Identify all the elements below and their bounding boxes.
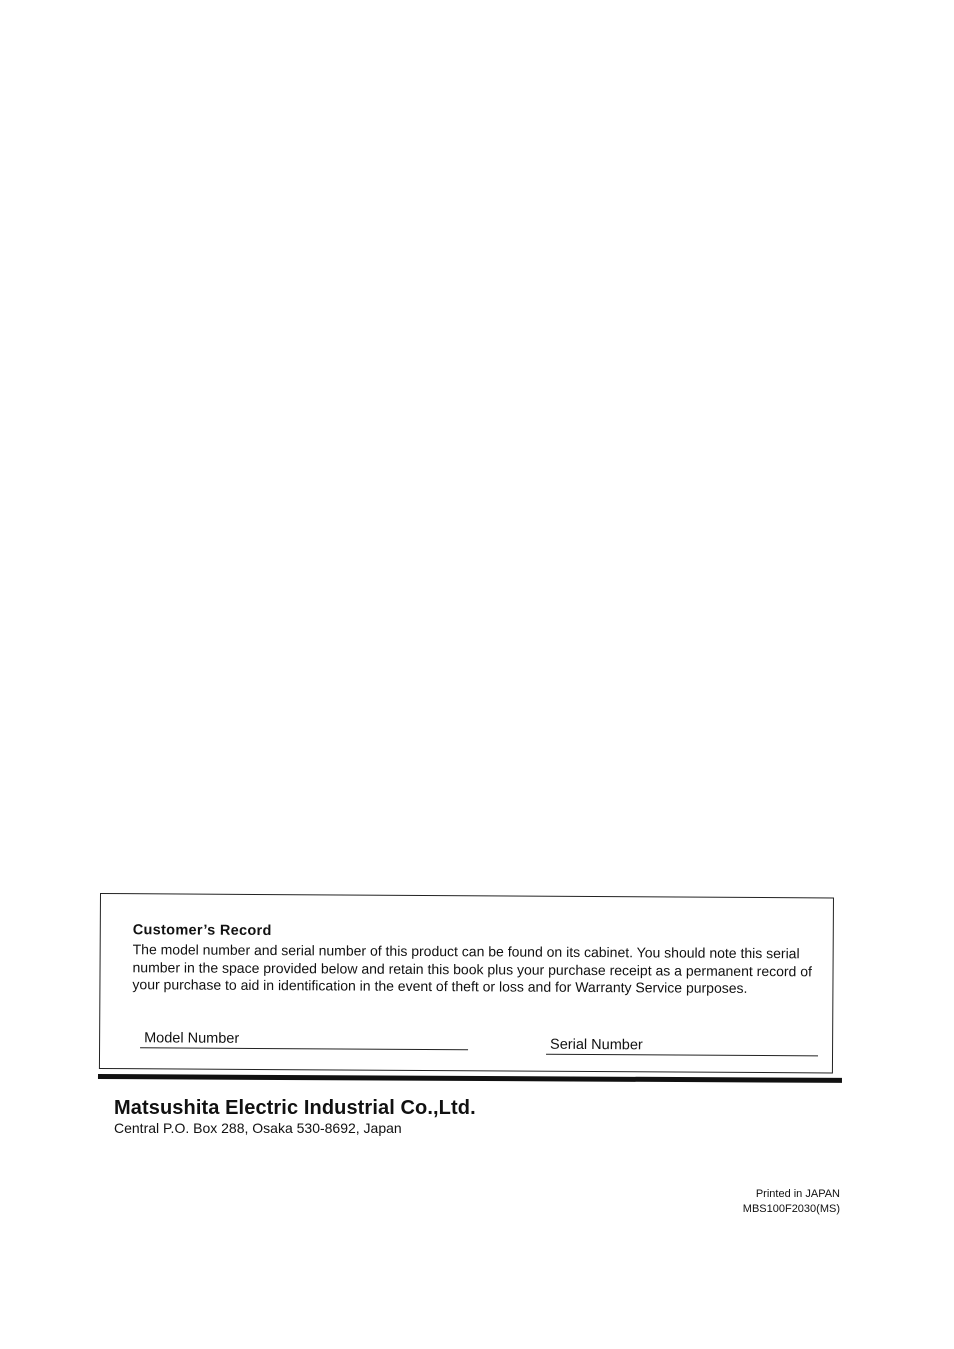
print-info xyxy=(743,1187,840,1217)
footer-divider xyxy=(98,1074,842,1083)
company-address: Central P.O. Box 288, Osaka 530-8692, Japan xyxy=(114,1120,402,1136)
model-number-label: Model Number xyxy=(144,1030,240,1047)
customers-record-box xyxy=(99,893,834,1073)
customers-record-body: The model number and serial number of this product can be found on its cabinet. You should note this serial number in the space provided below and retain this book plus your purchase receipt as a permanent record of your purchase to aid in identification in the event of theft or loss and for Warranty Service purposes. xyxy=(132,941,812,996)
company-name: Matsushita Electric Industrial Co.,Ltd. xyxy=(114,1097,476,1119)
serial-number-label: Serial Number xyxy=(550,1036,643,1054)
document-code: MBS100F2030(MS) xyxy=(742,1203,840,1215)
printed-in-text: Printed in JAPAN xyxy=(755,1188,840,1200)
serial-number-field[interactable] xyxy=(546,1037,818,1057)
model-number-field[interactable] xyxy=(140,1030,468,1050)
customers-record-title: Customer’s Record xyxy=(132,922,272,940)
